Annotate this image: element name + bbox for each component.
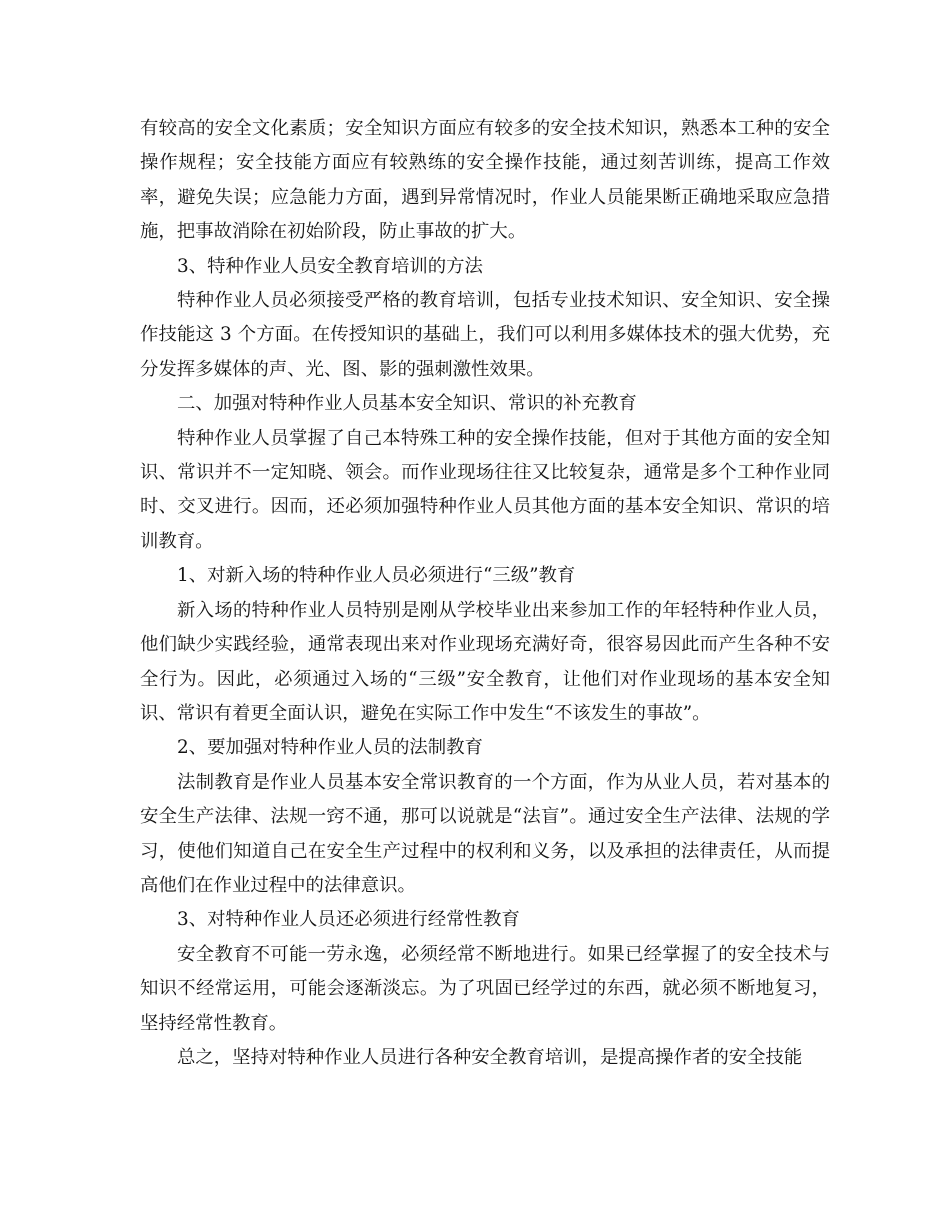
section-heading: 3、对特种作业人员还必须进行经常性教育 [177,909,520,931]
paragraph: 特种作业人员掌握了自己本特殊工种的安全操作技能，但对于其他方面的安全知识、常识并不一定知晓、领会。而作业现场往往又比较复杂，通常是多个工种作业同时、交叉进行。因而，还必须加强特种作业人员其他方面的基本安全知识、常识的培训教育。 [140,427,830,552]
section-heading: 2、要加强对特种作业人员的法制教育 [177,737,483,759]
section-heading: 3、特种作业人员安全教育培训的方法 [177,255,483,277]
section-heading: 二、加强对特种作业人员基本安全知识、常识的补充教育 [177,393,637,415]
paragraph: 总之，坚持对特种作业人员进行各种安全教育培训，是提高操作者的安全技能 [177,1046,803,1068]
paragraph: 新入场的特种作业人员特别是刚从学校毕业出来参加工作的年轻特种作业人员，他们缺少实践经验，通常表现出来对作业现场充满好奇，很容易因此而产生各种不安全行为。因此，必须通过入场的“三级”安全教育，让他们对作业现场的基本安全知识、常识有着更全面认识，避免在实际工作中发生“不该发生的事故”。 [140,599,830,724]
paragraph-continuation: 有较高的安全文化素质；安全知识方面应有较多的安全技术知识，熟悉本工种的安全操作规程；安全技能方面应有较熟练的安全操作技能，通过刻苦训练，提高工作效率，避免失误；应急能力方面，遇到异常情况时，作业人员能果断正确地采取应急措施，把事故消除在初始阶段，防止事故的扩大。 [140,118,830,243]
paragraph: 特种作业人员必须接受严格的教育培训，包括专业技术知识、安全知识、安全操作技能这 3 个方面。在传授知识的基础上，我们可以利用多媒体技术的强大优势，充分发挥多媒体的声、光、图、影的强刺激性效果。 [140,290,830,380]
paragraph: 安全教育不可能一劳永逸，必须经常不断地进行。如果已经掌握了的安全技术与知识不经常运用，可能会逐渐淡忘。为了巩固已经学过的东西，就必须不断地复习，坚持经常性教育。 [140,943,830,1034]
paragraph: 法制教育是作业人员基本安全常识教育的一个方面，作为从业人员，若对基本的安全生产法律、法规一窍不通，那可以说就是“法盲”。通过安全生产法律、法规的学习，使他们知道自己在安全生产过程中的权利和义务，以及承担的法律责任，从而提高他们在作业过程中的法律意识。 [140,771,830,896]
document-body [140,112,830,1075]
section-heading: 1、对新入场的特种作业人员必须进行“三级”教育 [177,565,576,587]
